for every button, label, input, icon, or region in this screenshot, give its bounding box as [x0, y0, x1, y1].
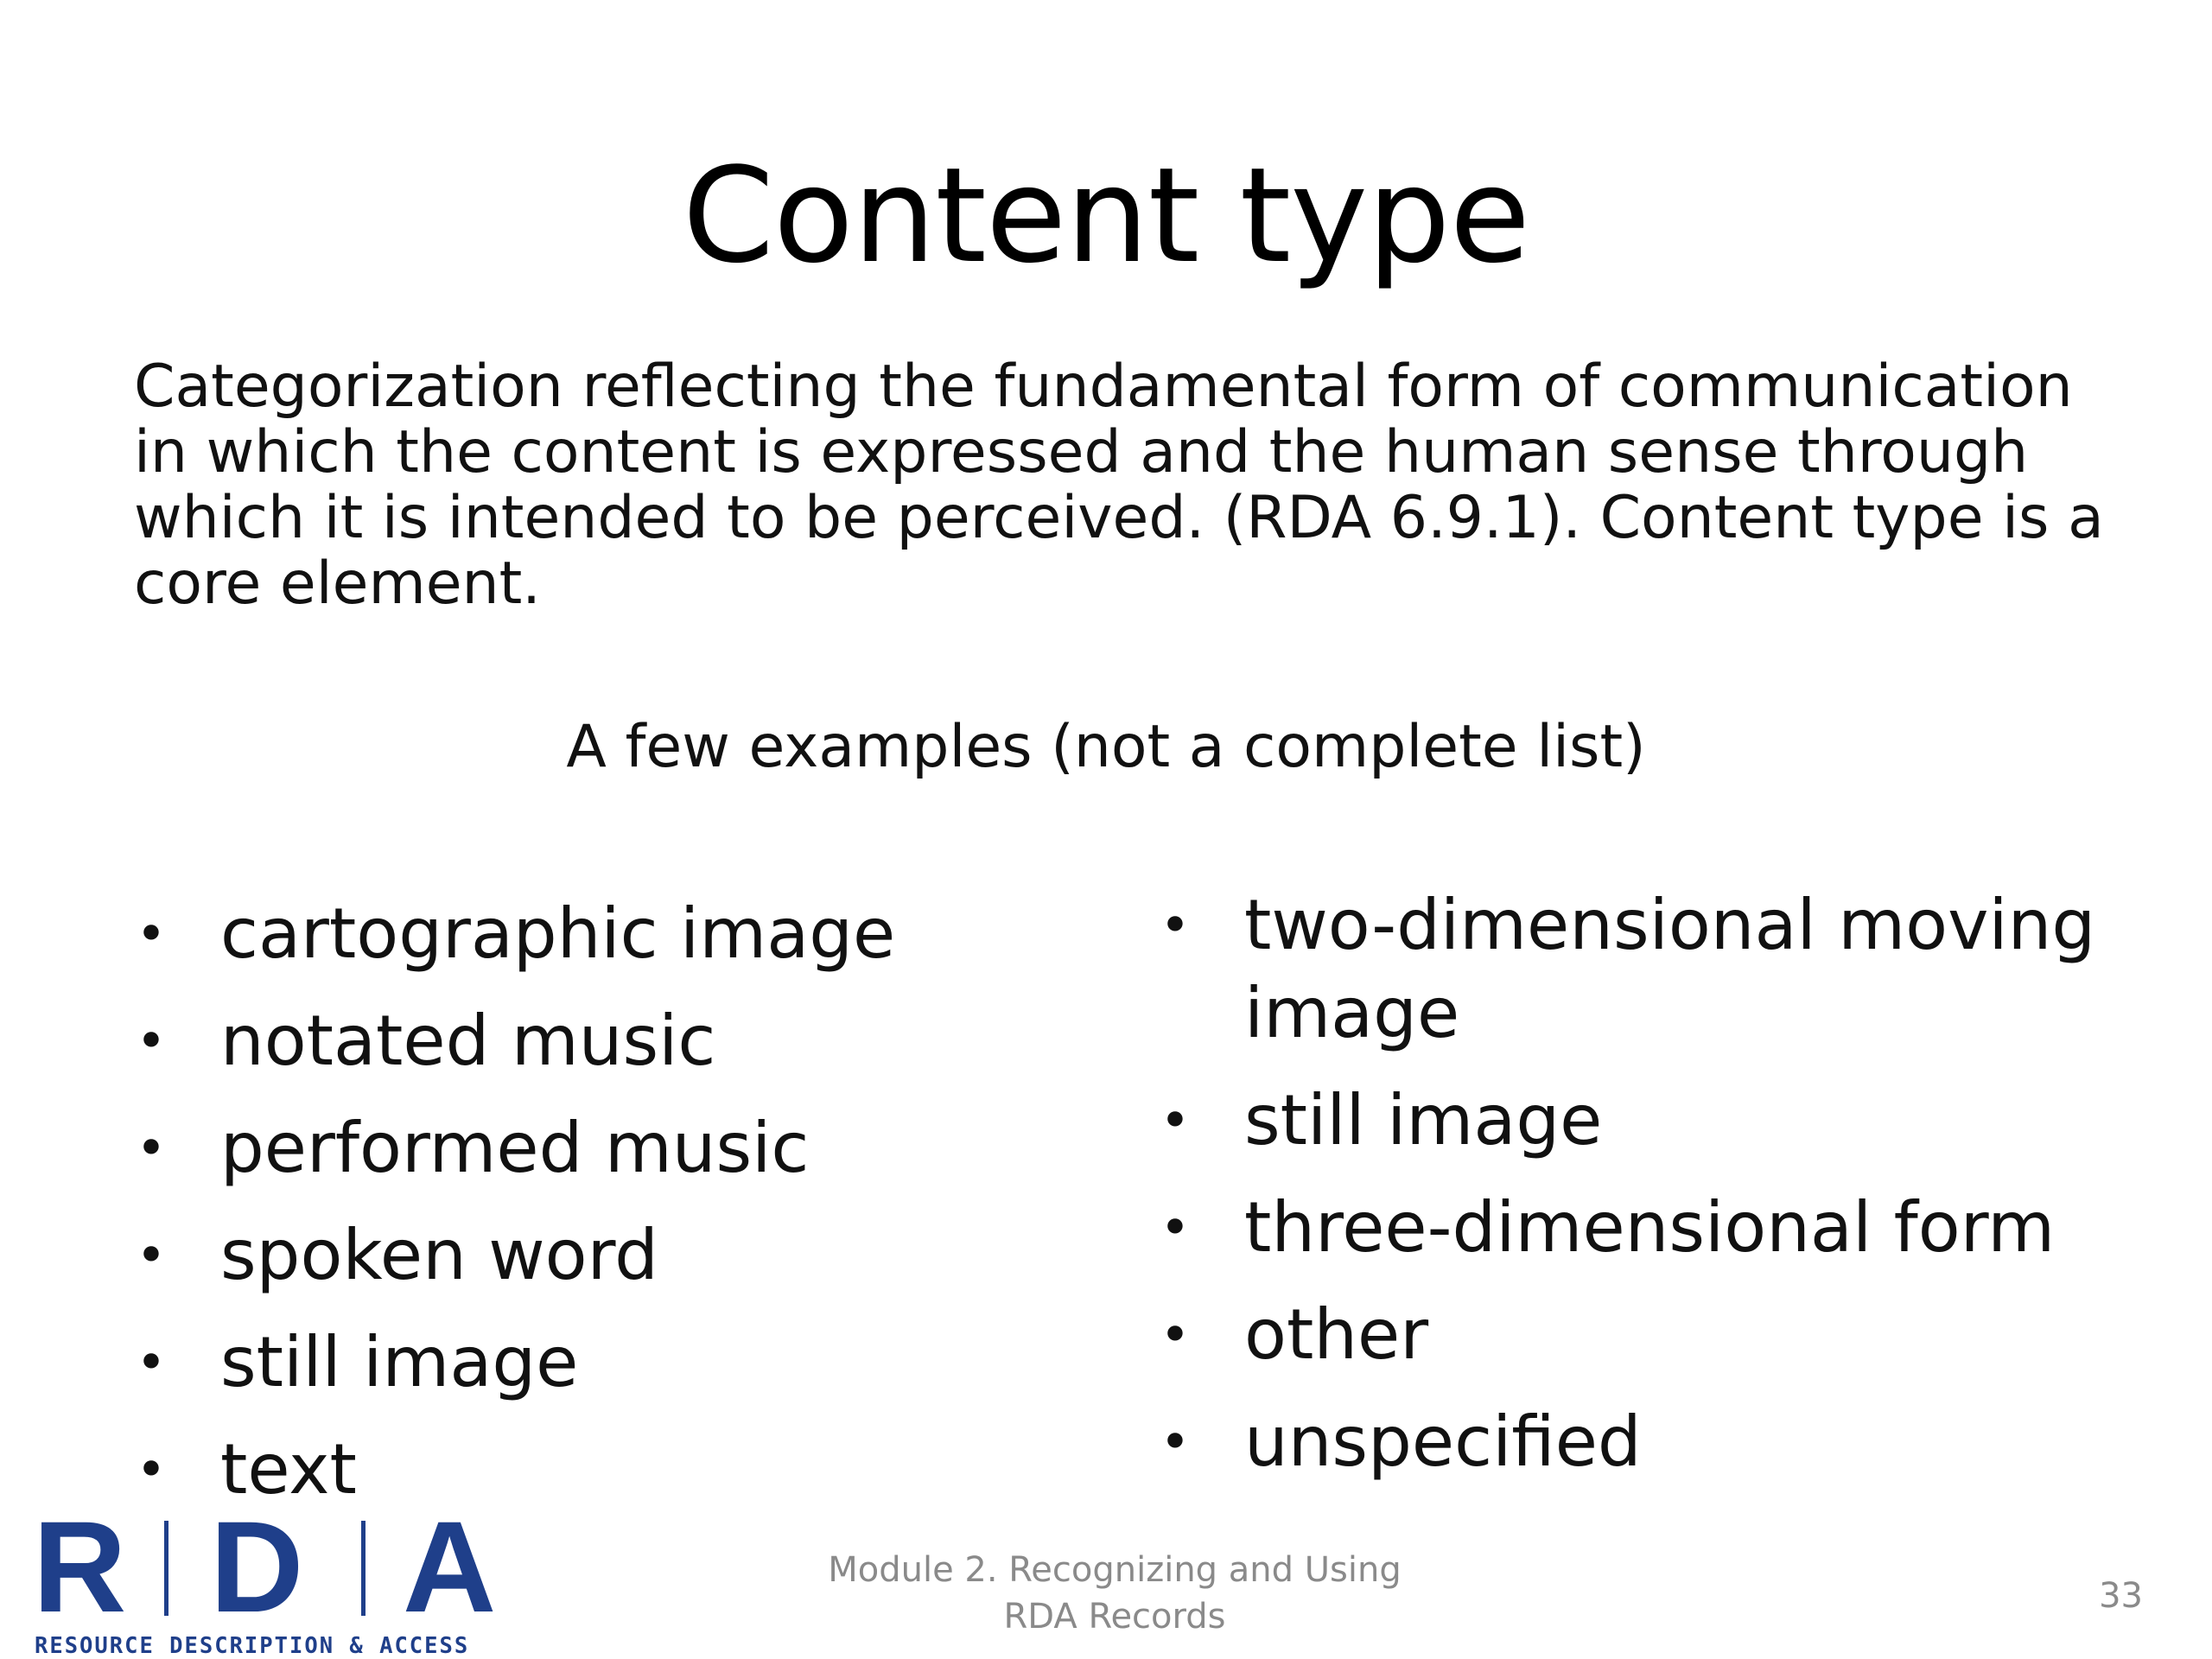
bullet-icon: •: [136, 1332, 167, 1393]
list-item-label: other: [1244, 1294, 1429, 1375]
list-item-label: notated music: [220, 1001, 716, 1081]
right-example-list: [1158, 881, 2108, 1505]
examples-subheading: A few examples (not a complete list): [566, 713, 1646, 781]
bullet-icon: •: [1160, 1412, 1191, 1472]
logo-tagline: RESOURCE DESCRIPTION & ACCESS: [35, 1633, 470, 1659]
list-item-label: spoken word: [220, 1215, 658, 1295]
bullet-icon: •: [1160, 1305, 1191, 1365]
bullet-icon: •: [136, 1011, 167, 1071]
logo-letter-r: R: [33, 1512, 127, 1639]
bullet-icon: •: [1160, 1198, 1191, 1258]
left-example-list: [134, 890, 1084, 1533]
list-item: [134, 1319, 1084, 1407]
slide-title: Content type: [682, 139, 1530, 292]
list-item: [1158, 1184, 2108, 1272]
bullet-icon: •: [136, 1118, 167, 1179]
list-item: [1158, 1398, 2108, 1486]
list-item: [134, 1211, 1084, 1300]
list-item-label: still image: [1244, 1080, 1603, 1160]
list-item: [134, 890, 1084, 978]
logo-divider: [164, 1521, 168, 1616]
list-item-label: unspecified: [1244, 1402, 1642, 1482]
list-item: [134, 1426, 1084, 1514]
list-item-label: three-dimensional form: [1244, 1187, 2056, 1268]
list-item-label: text: [220, 1429, 357, 1510]
list-item: [1158, 1077, 2108, 1165]
logo-letter-d: D: [210, 1512, 304, 1639]
slide-number: 33: [2099, 1576, 2143, 1616]
list-item-label: still image: [220, 1322, 579, 1402]
rda-logo: [33, 1512, 534, 1659]
bullet-icon: •: [1160, 895, 1191, 956]
bullet-icon: •: [136, 904, 167, 964]
definition-paragraph: Categorization reflecting the fundamental form of communication in which the content is expressed and the human sense through which it is intended to be perceived. (RDA 6.9.1). Content type is a core element.: [134, 353, 2104, 618]
logo-divider: [361, 1521, 365, 1616]
list-item-label: performed music: [220, 1108, 810, 1188]
footer-module-text: Module 2. Recognizing and Using RDA Records: [828, 1550, 1402, 1637]
logo-letter-a: A: [403, 1512, 497, 1639]
list-item-label: two-dimensional moving image: [1244, 885, 2096, 1053]
list-item: [134, 1104, 1084, 1192]
list-item: [1158, 1291, 2108, 1379]
list-item: [134, 997, 1084, 1085]
bullet-icon: •: [136, 1440, 167, 1500]
bullet-icon: •: [1160, 1090, 1191, 1151]
list-item: [1158, 881, 2108, 1058]
list-item-label: cartographic image: [220, 893, 896, 974]
bullet-icon: •: [136, 1225, 167, 1286]
